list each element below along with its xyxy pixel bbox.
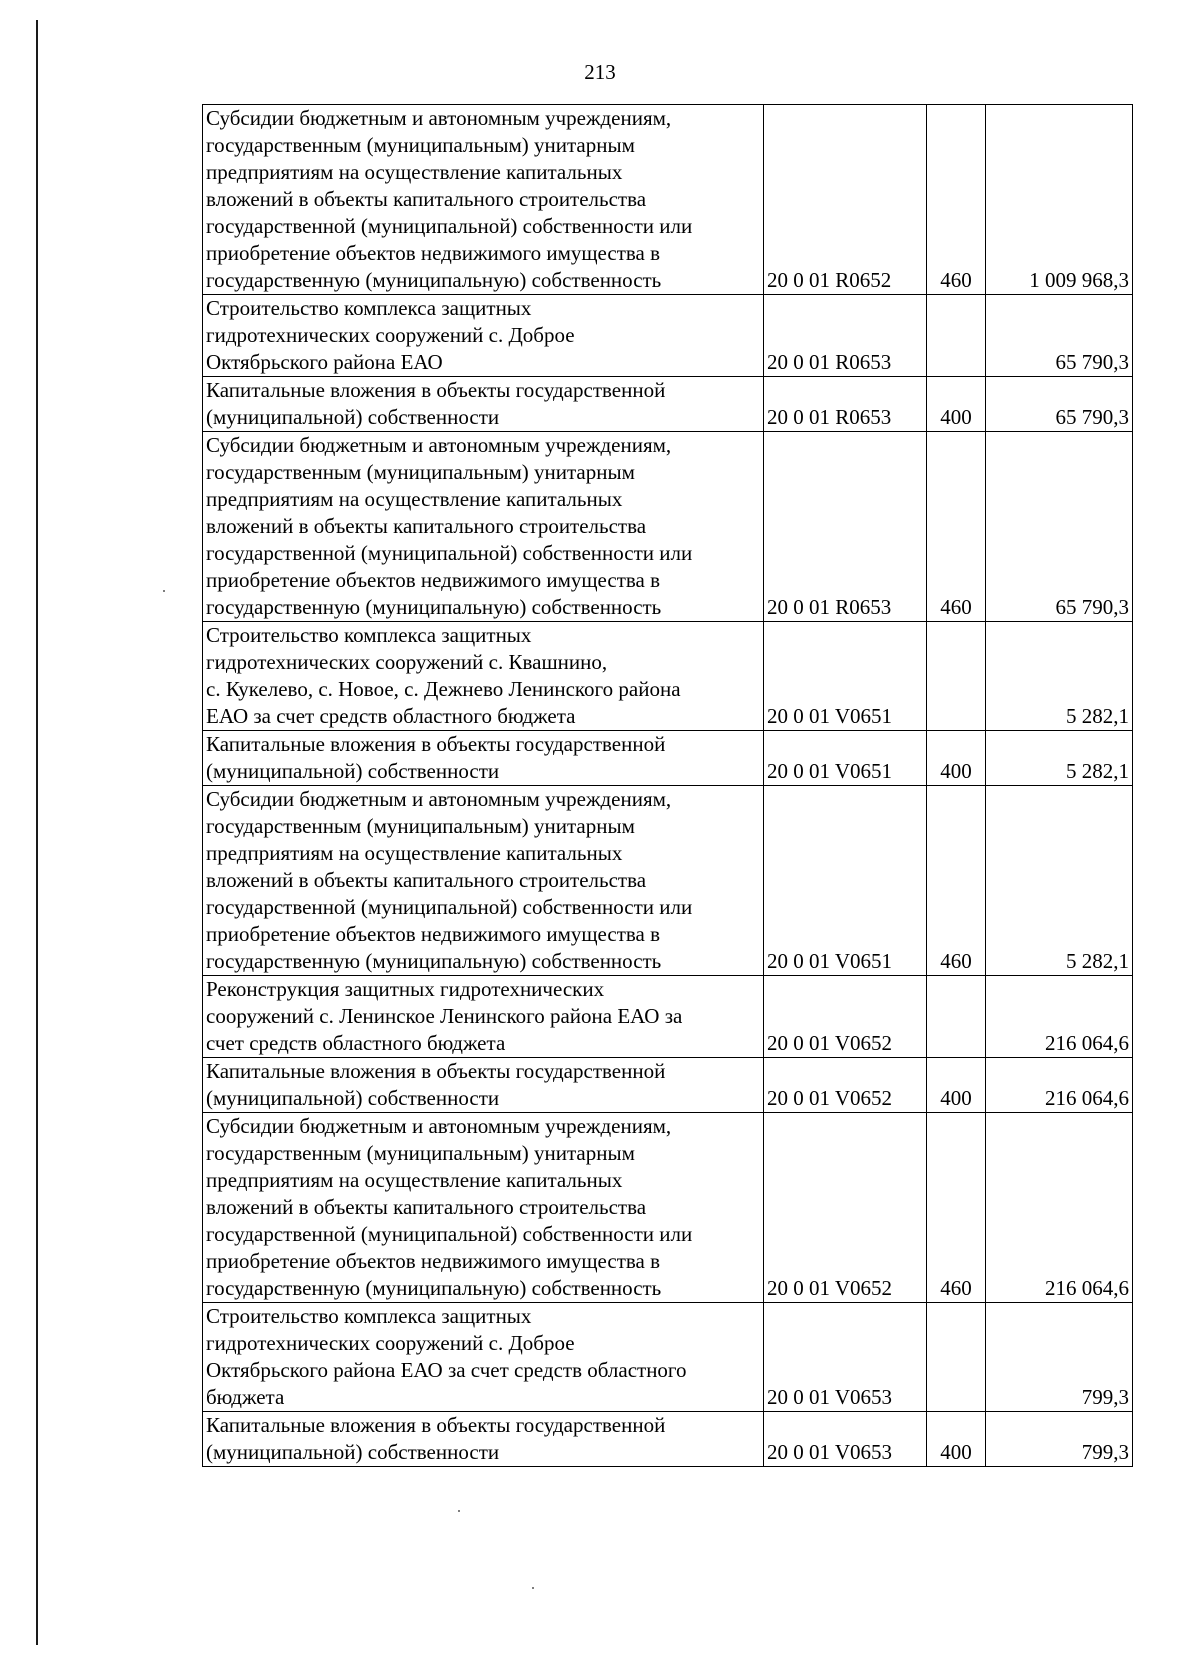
expense-name-line: ЕАО за счет средств областного бюджета bbox=[206, 704, 576, 728]
expense-type-cell: 400 bbox=[927, 1058, 986, 1113]
target-article-code-cell: 20 0 01 V0651 bbox=[764, 731, 927, 786]
expense-name-line: вложений в объекты капитального строительства bbox=[206, 187, 647, 211]
expense-name-line: (муниципальной) собственности bbox=[206, 1086, 500, 1110]
expense-name-line: приобретение объектов недвижимого имущества в bbox=[206, 1249, 661, 1273]
expense-name-line: предприятиям на осуществление капитальных bbox=[206, 160, 623, 184]
expense-name-cell bbox=[203, 786, 764, 976]
expense-type-cell: 400 bbox=[927, 377, 986, 432]
amount-cell: 216 064,6 bbox=[986, 1058, 1133, 1113]
scan-speck bbox=[458, 1510, 460, 1512]
amount-cell: 5 282,1 bbox=[986, 622, 1133, 731]
target-article-code-cell: 20 0 01 R0652 bbox=[764, 105, 927, 295]
expense-name-line: вложений в объекты капитального строительства bbox=[206, 514, 647, 538]
table-row bbox=[203, 1058, 1133, 1113]
expense-name-line: государственную (муниципальную) собственность bbox=[206, 949, 662, 973]
expense-name-line: с. Кукелево, с. Новое, с. Дежнево Ленинского района bbox=[206, 677, 681, 701]
budget-table bbox=[202, 104, 1133, 1467]
expense-name-line: (муниципальной) собственности bbox=[206, 1440, 500, 1464]
expense-name-line: государственным (муниципальным) унитарным bbox=[206, 1141, 635, 1165]
expense-name-line: Реконструкция защитных гидротехнических bbox=[206, 977, 605, 1001]
table-row bbox=[203, 731, 1133, 786]
expense-name-line: государственной (муниципальной) собственности или bbox=[206, 1222, 693, 1246]
table-row bbox=[203, 1412, 1133, 1467]
expense-name-line: предприятиям на осуществление капитальных bbox=[206, 841, 623, 865]
expense-name-line: государственным (муниципальным) унитарным bbox=[206, 814, 635, 838]
expense-name-cell bbox=[203, 432, 764, 622]
expense-name-line: вложений в объекты капитального строительства bbox=[206, 1195, 647, 1219]
expense-name-cell bbox=[203, 1113, 764, 1303]
amount-cell: 5 282,1 bbox=[986, 731, 1133, 786]
expense-name-line: государственную (муниципальную) собственность bbox=[206, 1276, 662, 1300]
table-row bbox=[203, 377, 1133, 432]
amount-cell: 216 064,6 bbox=[986, 1113, 1133, 1303]
table-row bbox=[203, 786, 1133, 976]
amount-cell: 65 790,3 bbox=[986, 432, 1133, 622]
expense-name-line: Капитальные вложения в объекты государственной bbox=[206, 1059, 666, 1083]
expense-name-line: Субсидии бюджетным и автономным учреждениям, bbox=[206, 433, 672, 457]
budget-table-body bbox=[203, 105, 1133, 1467]
expense-type-cell: 460 bbox=[927, 432, 986, 622]
expense-name-line: Октябрьского района ЕАО bbox=[206, 350, 443, 374]
expense-name-cell bbox=[203, 377, 764, 432]
expense-name-cell bbox=[203, 1412, 764, 1467]
expense-name-line: (муниципальной) собственности bbox=[206, 405, 500, 429]
expense-type-cell: 460 bbox=[927, 1113, 986, 1303]
expense-type-cell: 460 bbox=[927, 786, 986, 976]
expense-name-cell bbox=[203, 1303, 764, 1412]
expense-name-cell bbox=[203, 295, 764, 377]
expense-name-line: вложений в объекты капитального строительства bbox=[206, 868, 647, 892]
target-article-code-cell: 20 0 01 V0652 bbox=[764, 976, 927, 1058]
amount-cell: 799,3 bbox=[986, 1412, 1133, 1467]
expense-name-line: государственную (муниципальную) собственность bbox=[206, 268, 662, 292]
expense-name-cell bbox=[203, 105, 764, 295]
table-row bbox=[203, 976, 1133, 1058]
expense-type-cell bbox=[927, 295, 986, 377]
expense-name-cell bbox=[203, 976, 764, 1058]
target-article-code-cell: 20 0 01 V0653 bbox=[764, 1412, 927, 1467]
target-article-code-cell: 20 0 01 R0653 bbox=[764, 295, 927, 377]
table-row bbox=[203, 1303, 1133, 1412]
expense-name-line: предприятиям на осуществление капитальных bbox=[206, 1168, 623, 1192]
page-number: 213 bbox=[584, 60, 616, 84]
table-row bbox=[203, 295, 1133, 377]
expense-name-line: гидротехнических сооружений с. Доброе bbox=[206, 1331, 575, 1355]
amount-cell: 65 790,3 bbox=[986, 377, 1133, 432]
expense-type-cell bbox=[927, 976, 986, 1058]
expense-name-line: государственной (муниципальной) собственности или bbox=[206, 541, 693, 565]
target-article-code-cell: 20 0 01 R0653 bbox=[764, 377, 927, 432]
expense-name-line: приобретение объектов недвижимого имущества в bbox=[206, 241, 661, 265]
expense-name-cell bbox=[203, 622, 764, 731]
expense-type-cell: 400 bbox=[927, 1412, 986, 1467]
target-article-code-cell: 20 0 01 V0651 bbox=[764, 786, 927, 976]
scan-edge-line bbox=[36, 20, 38, 1645]
target-article-code-cell: 20 0 01 V0651 bbox=[764, 622, 927, 731]
target-article-code-cell: 20 0 01 V0652 bbox=[764, 1113, 927, 1303]
table-row bbox=[203, 1113, 1133, 1303]
expense-name-line: государственным (муниципальным) унитарным bbox=[206, 460, 635, 484]
expense-name-cell bbox=[203, 1058, 764, 1113]
expense-name-line: Субсидии бюджетным и автономным учреждениям, bbox=[206, 1114, 672, 1138]
expense-name-line: сооружений с. Ленинское Ленинского района ЕАО за bbox=[206, 1004, 683, 1028]
expense-name-line: Субсидии бюджетным и автономным учреждениям, bbox=[206, 787, 672, 811]
target-article-code-cell: 20 0 01 V0653 bbox=[764, 1303, 927, 1412]
expense-name-line: бюджета bbox=[206, 1385, 285, 1409]
expense-type-cell: 400 bbox=[927, 731, 986, 786]
expense-name-line: Строительство комплекса защитных bbox=[206, 1304, 532, 1328]
target-article-code-cell: 20 0 01 R0653 bbox=[764, 432, 927, 622]
expense-name-line: Капитальные вложения в объекты государственной bbox=[206, 732, 666, 756]
expense-name-line: Октябрьского района ЕАО за счет средств областного bbox=[206, 1358, 687, 1382]
expense-name-line: гидротехнических сооружений с. Доброе bbox=[206, 323, 575, 347]
expense-name-line: предприятиям на осуществление капитальных bbox=[206, 487, 623, 511]
amount-cell: 216 064,6 bbox=[986, 976, 1133, 1058]
expense-name-line: государственной (муниципальной) собственности или bbox=[206, 214, 693, 238]
expense-name-line: приобретение объектов недвижимого имущества в bbox=[206, 568, 661, 592]
expense-type-cell bbox=[927, 622, 986, 731]
scan-speck bbox=[163, 590, 165, 592]
expense-name-line: государственной (муниципальной) собственности или bbox=[206, 895, 693, 919]
expense-name-line: приобретение объектов недвижимого имущества в bbox=[206, 922, 661, 946]
expense-name-line: Строительство комплекса защитных bbox=[206, 296, 532, 320]
expense-name-line: государственным (муниципальным) унитарным bbox=[206, 133, 635, 157]
expense-name-line: Капитальные вложения в объекты государственной bbox=[206, 378, 666, 402]
expense-name-line: Капитальные вложения в объекты государственной bbox=[206, 1413, 666, 1437]
amount-cell: 5 282,1 bbox=[986, 786, 1133, 976]
amount-cell: 799,3 bbox=[986, 1303, 1133, 1412]
table-row bbox=[203, 432, 1133, 622]
target-article-code-cell: 20 0 01 V0652 bbox=[764, 1058, 927, 1113]
table-row bbox=[203, 622, 1133, 731]
expense-type-cell bbox=[927, 1303, 986, 1412]
amount-cell: 1 009 968,3 bbox=[986, 105, 1133, 295]
scan-speck bbox=[532, 1587, 534, 1589]
expense-name-line: Строительство комплекса защитных bbox=[206, 623, 532, 647]
expense-name-cell bbox=[203, 731, 764, 786]
expense-name-line: Субсидии бюджетным и автономным учреждениям, bbox=[206, 106, 672, 130]
table-row bbox=[203, 105, 1133, 295]
amount-cell: 65 790,3 bbox=[986, 295, 1133, 377]
expense-name-line: счет средств областного бюджета bbox=[206, 1031, 506, 1055]
expense-name-line: государственную (муниципальную) собственность bbox=[206, 595, 662, 619]
expense-type-cell: 460 bbox=[927, 105, 986, 295]
expense-name-line: гидротехнических сооружений с. Квашнино, bbox=[206, 650, 608, 674]
expense-name-line: (муниципальной) собственности bbox=[206, 759, 500, 783]
